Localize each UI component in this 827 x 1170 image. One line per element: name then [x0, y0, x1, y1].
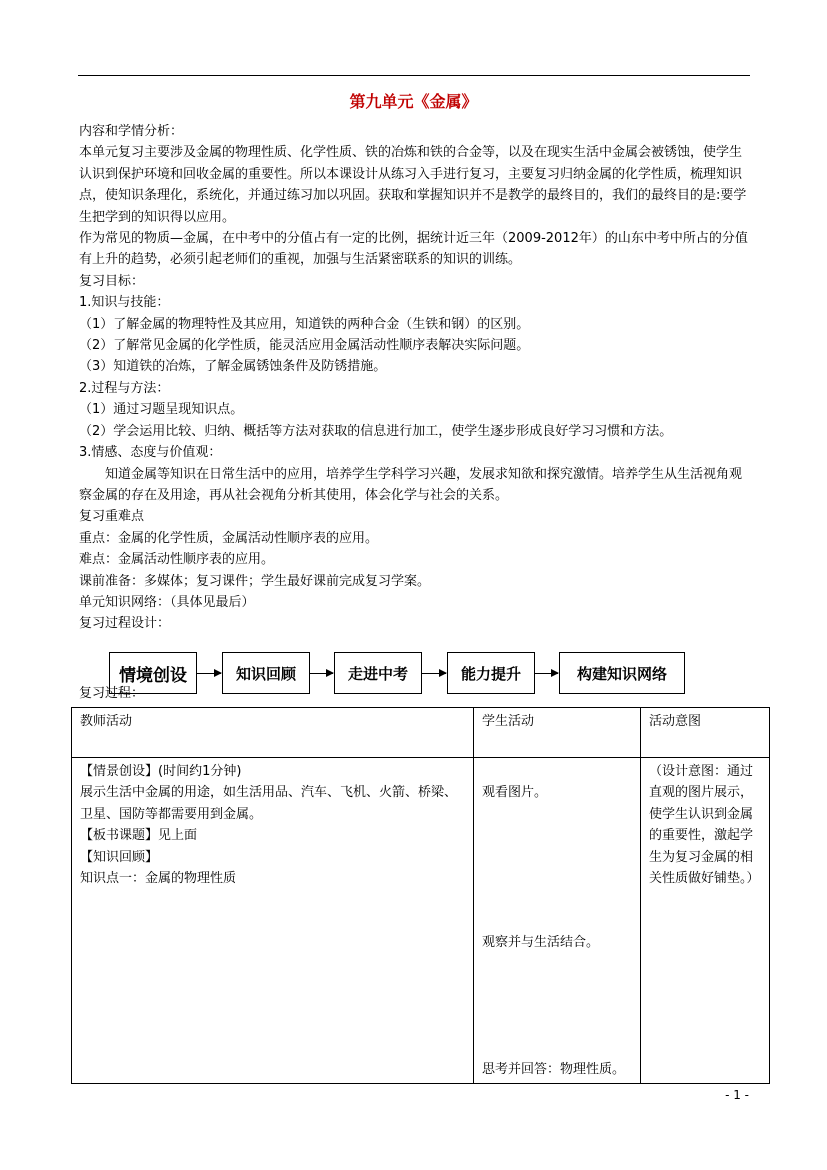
paragraph: （1）了解金属的物理特性及其应用，知道铁的两种合金（生铁和钢）的区别。	[79, 316, 530, 332]
activity-intent-cell: （设计意图：通过直观的图片展示，使学生认识到金属的重要性，激起学生为复习金属的相关性质做好铺垫。）	[641, 758, 770, 1084]
paragraph: 重点：金属的化学性质，金属活动性顺序表的应用。	[79, 530, 379, 546]
flow-arrow	[535, 673, 558, 674]
flow-arrow	[422, 673, 446, 674]
table-row	[72, 758, 770, 1084]
header-cell: 教师活动	[72, 708, 474, 758]
paragraph: 课前准备：多媒体；复习课件；学生最好课前完成复习学案。	[79, 573, 431, 589]
flow-arrow	[310, 673, 333, 674]
paragraph: （3）知道铁的冶炼，了解金属锈蚀条件及防锈措施。	[79, 359, 387, 375]
section-label: 复习过程：	[79, 686, 145, 701]
paragraph: 3.情感、态度与价值观：	[79, 445, 222, 461]
paragraph: （2）了解常见金属的化学性质，能灵活应用金属活动性顺序表解决实际问题。	[79, 338, 530, 354]
header-cell: 活动意图	[641, 708, 770, 758]
teacher-line: 【板书课题】见上面	[80, 828, 198, 844]
flow-step: 构建知识网络	[559, 652, 685, 694]
paragraph: 作为常见的物质—金属，在中考中的分值占有一定的比例，据统计近三年（2009-2012年）的山东中考中所占的分值有上升的趋势，必须引起老师们的重视，加强与生活紧密联系的知识的训练。	[79, 231, 748, 268]
student-activity-cell	[474, 758, 641, 1084]
flow-step: 情境创设	[109, 652, 197, 694]
paragraph: 难点：金属活动性顺序表的应用。	[79, 552, 275, 568]
page-title: 第九单元《金属》	[349, 92, 478, 111]
header-cell: 学生活动	[474, 708, 641, 758]
paragraph: 复习重难点	[79, 509, 145, 525]
student-line: 思考并回答：物理性质。	[482, 1062, 626, 1077]
teacher-line: 【情景创设】(时间约1分钟)	[80, 764, 242, 779]
page-number: - 1 -	[725, 1088, 749, 1102]
paragraph: 内容和学情分析：	[79, 124, 184, 139]
teacher-activity-cell	[72, 758, 474, 1084]
paragraph: 知道金属等知识在日常生活中的应用，培养学生学科学习兴趣，发展求知欲和探究激情。培养学生从生活视角观察金属的存在及用途，再从社会视角分析其使用，体会化学与社会的关系。	[79, 466, 743, 503]
paragraph: 1.知识与技能：	[79, 295, 170, 311]
table-header-row	[72, 708, 770, 758]
flow-arrow	[197, 673, 221, 674]
student-line: 观察并与生活结合。	[482, 935, 600, 950]
lesson-plan-table	[71, 707, 770, 1084]
flow-step: 走进中考	[334, 652, 422, 694]
header-rule	[78, 75, 750, 76]
flow-step: 能力提升	[447, 652, 535, 694]
teacher-line: 知识点一：金属的物理性质	[80, 871, 237, 887]
paragraph: （2）学会运用比较、归纳、概括等方法对获取的信息进行加工，使学生逐步形成良好学习习惯和方法。	[79, 423, 673, 439]
student-line: 观看图片。	[482, 785, 548, 800]
paragraph: 2.过程与方法：	[79, 380, 170, 396]
paragraph: 复习过程设计：	[79, 616, 171, 632]
document-body	[79, 121, 751, 635]
paragraph: （1）通过习题呈现知识点。	[79, 402, 244, 418]
flow-step: 知识回顾	[222, 652, 310, 694]
paragraph: 复习目标：	[79, 273, 145, 289]
paragraph: 单元知识网络：（具体见最后）	[79, 594, 255, 610]
teacher-line: 展示生活中金属的用途，如生活用品、汽车、飞机、火箭、桥梁、卫星、国防等都需要用到金属。	[80, 785, 458, 822]
paragraph: 本单元复习主要涉及金属的物理性质、化学性质、铁的冶炼和铁的合金等，以及在现实生活中金属会被锈蚀，使学生认识到保护环境和回收金属的重要性。所以本课设计从练习入手进行复习，主要复习归纳金属的化学性质，梳理知识点，使知识条理化，系统化，并通过练习加以巩固。获取和掌握知识并不是教学的最终目的，我们的最终目的是:要学生把学到的知识得以应用。	[79, 145, 747, 225]
teacher-line: 【知识回顾】	[80, 849, 159, 865]
